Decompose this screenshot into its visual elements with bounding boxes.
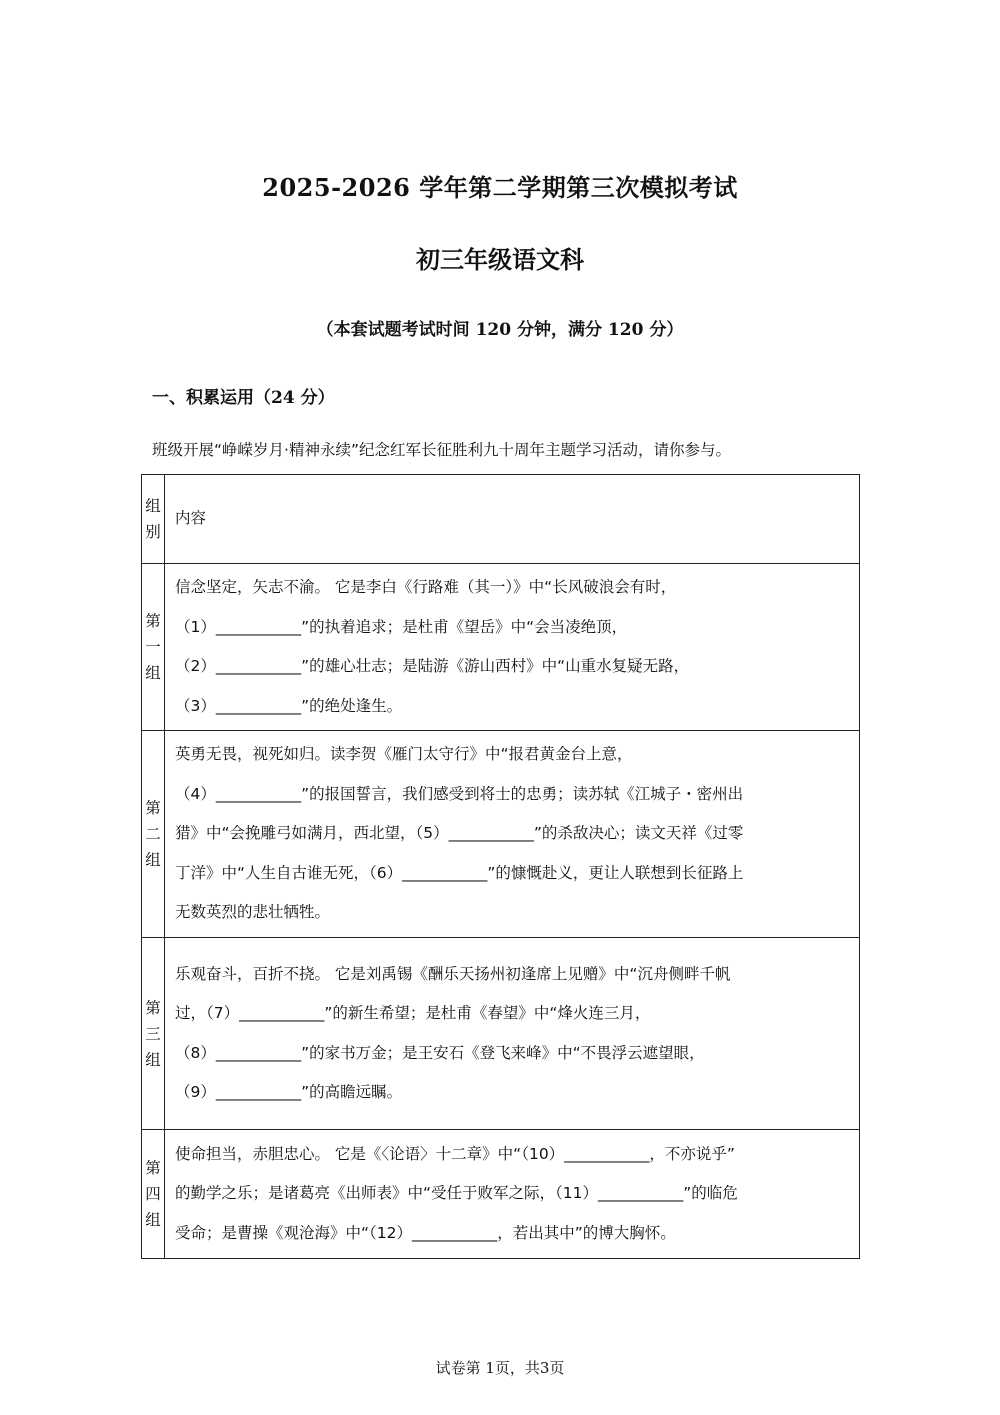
group-cell: 第二组 bbox=[142, 731, 165, 938]
section-title: 一、积累运用（24 分） bbox=[152, 388, 335, 408]
content-line: （1）___________”的执着追求；是杜甫《望岳》中“会当凌绝顶， bbox=[175, 617, 628, 636]
group-cell: 第三组 bbox=[142, 938, 165, 1130]
table-header-row bbox=[142, 475, 860, 564]
content-line: （8）___________”的家书万金；是王安石《登飞来峰》中“不畏浮云遮望眼， bbox=[175, 1043, 705, 1062]
section-intro: 班级开展“峥嵘岁月·精神永续”纪念红军长征胜利九十周年主题学习活动，请你参与。 bbox=[152, 441, 731, 459]
table-row bbox=[142, 564, 860, 731]
content-line: 无数英烈的悲壮牺牲。 bbox=[175, 903, 331, 922]
table-row bbox=[142, 938, 860, 1130]
table-row bbox=[142, 731, 860, 938]
content-cell bbox=[165, 564, 860, 731]
group-cell: 第四组 bbox=[142, 1130, 165, 1259]
content-line: （4）___________”的报国誓言，我们感受到将士的忠勇；读苏轼《江城子・密州出 bbox=[175, 784, 744, 803]
content-line: 的勤学之乐；是诸葛亮《出师表》中“受任于败军之际，（11）___________”的临危 bbox=[175, 1184, 738, 1203]
content-line: （3）___________”的绝处逢生。 bbox=[175, 696, 403, 715]
content-cell bbox=[165, 731, 860, 938]
content-line: 信念坚定，矢志不渝。 它是李白《行路难（其一）》中“长风破浪会有时， bbox=[175, 578, 677, 596]
content-header-cell: 内容 bbox=[165, 475, 860, 564]
page-footer: 试卷第 1页，共3页 bbox=[435, 1359, 565, 1377]
table-row bbox=[142, 1130, 860, 1259]
group-header-cell: 组别 bbox=[142, 475, 165, 564]
content-cell bbox=[165, 1130, 860, 1259]
content-line: 乐观奋斗，百折不挠。 它是刘禹锡《酬乐天扬州初逢席上见赠》中“沉舟侧畔千帆 bbox=[175, 964, 731, 983]
content-cell bbox=[165, 938, 860, 1130]
content-line: 使命担当，赤胆忠心。 它是《〈论语〉十二章》中“（10）___________，不亦说乎” bbox=[175, 1144, 735, 1163]
content-line: 过，（7）___________”的新生希望；是杜甫《春望》中“烽火连三月， bbox=[175, 1004, 651, 1022]
content-line: （2）___________”的雄心壮志；是陆游《游山西村》中“山重水复疑无路， bbox=[175, 657, 690, 675]
content-line: 猎》中“会挽雕弓如满月，西北望，（5）___________”的杀敌决心；读文天祥《过零 bbox=[175, 824, 744, 843]
exam-title: 2025-2026 学年第二学期第三次模拟考试 bbox=[262, 173, 738, 202]
content-line: 丁洋》中“人生自古谁无死，（6）___________”的慷慨赴义，更让人联想到长征路上 bbox=[175, 863, 744, 882]
content-line: （9）___________”的高瞻远瞩。 bbox=[175, 1083, 403, 1101]
group-cell: 第一组 bbox=[142, 564, 165, 731]
content-line: 受命；是曹操《观沧海》中“（12）___________，若出其中”的博大胸怀。 bbox=[175, 1223, 676, 1242]
exam-note: （本套试题考试时间 120 分钟，满分 120 分） bbox=[316, 320, 684, 340]
subject-title: 初三年级语文科 bbox=[416, 245, 584, 274]
activity-table bbox=[141, 474, 860, 1259]
content-line: 英勇无畏，视死如归。读李贺《雁门太守行》中“报君黄金台上意， bbox=[175, 745, 633, 764]
